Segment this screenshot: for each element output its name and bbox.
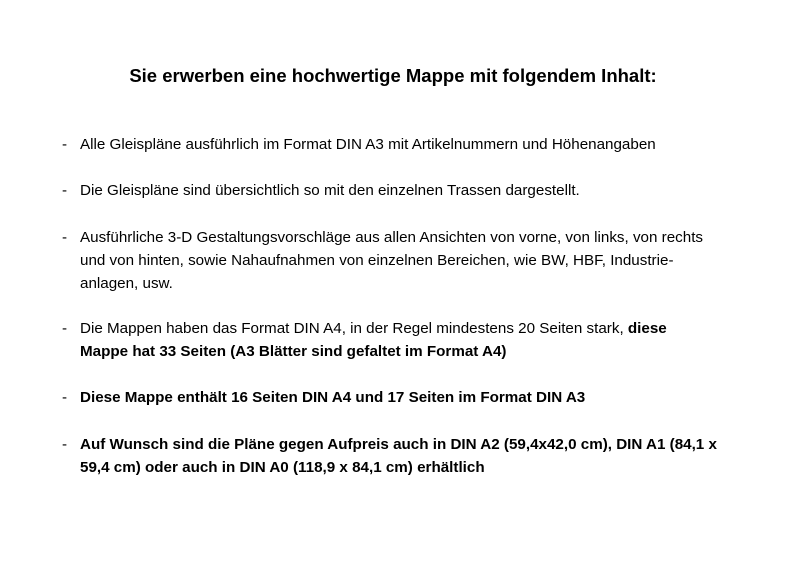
list-item-text — [80, 433, 740, 479]
bullet-dash: - — [62, 229, 68, 246]
text-line: Alle Gleispläne ausführlich im Format DIN A3 mit Artikelnummern und Höhenangaben — [80, 136, 656, 153]
list-item — [0, 433, 760, 479]
list-item-text — [80, 133, 740, 156]
text-line-bold: Mappe hat 33 Seiten (A3 Blätter sind gefaltet im Format A4) — [80, 343, 507, 360]
text-line: Die Gleispläne sind übersichtlich so mit den einzelnen Trassen dargestellt. — [80, 182, 580, 199]
text-line: und von hinten, sowie Nahaufnahmen von einzelnen Bereichen, wie BW, HBF, Industrie- — [80, 252, 674, 269]
list-item-text — [80, 226, 740, 295]
list-item — [0, 179, 760, 202]
list-item — [0, 386, 760, 409]
list-item — [0, 226, 760, 295]
list-item-text — [80, 317, 740, 363]
list-item-text — [80, 386, 740, 409]
text-line — [80, 317, 740, 340]
bullet-dash: - — [62, 436, 68, 453]
text-line: Ausführliche 3-D Gestaltungsvorschläge aus allen Ansichten von vorne, von links, von rechts — [80, 229, 704, 246]
bullet-dash: - — [62, 136, 68, 153]
text-line: anlagen, usw. — [80, 275, 173, 292]
bullet-dash: - — [62, 320, 68, 337]
list-item-text — [80, 179, 740, 202]
list-item — [0, 317, 760, 363]
page-title: Sie erwerben eine hochwertige Mappe mit folgendem Inhalt: — [129, 65, 657, 86]
list-item — [0, 133, 760, 156]
text-bold: diese — [627, 320, 667, 337]
bullet-dash: - — [62, 182, 68, 199]
text-line-bold: 59,4 cm) oder auch in DIN A0 (118,9 x 84,1 cm) erhältlich — [80, 459, 485, 476]
text-normal: Die Mappen haben das Format DIN A4, in der Regel mindestens 20 Seiten stark, — [80, 320, 628, 337]
bullet-dash: - — [62, 389, 68, 406]
text-line-bold: Diese Mappe enthält 16 Seiten DIN A4 und 17 Seiten im Format DIN A3 — [80, 389, 586, 406]
text-line-bold: Auf Wunsch sind die Pläne gegen Aufpreis auch in DIN A2 (59,4x42,0 cm), DIN A1 (84,1 x — [80, 436, 717, 453]
